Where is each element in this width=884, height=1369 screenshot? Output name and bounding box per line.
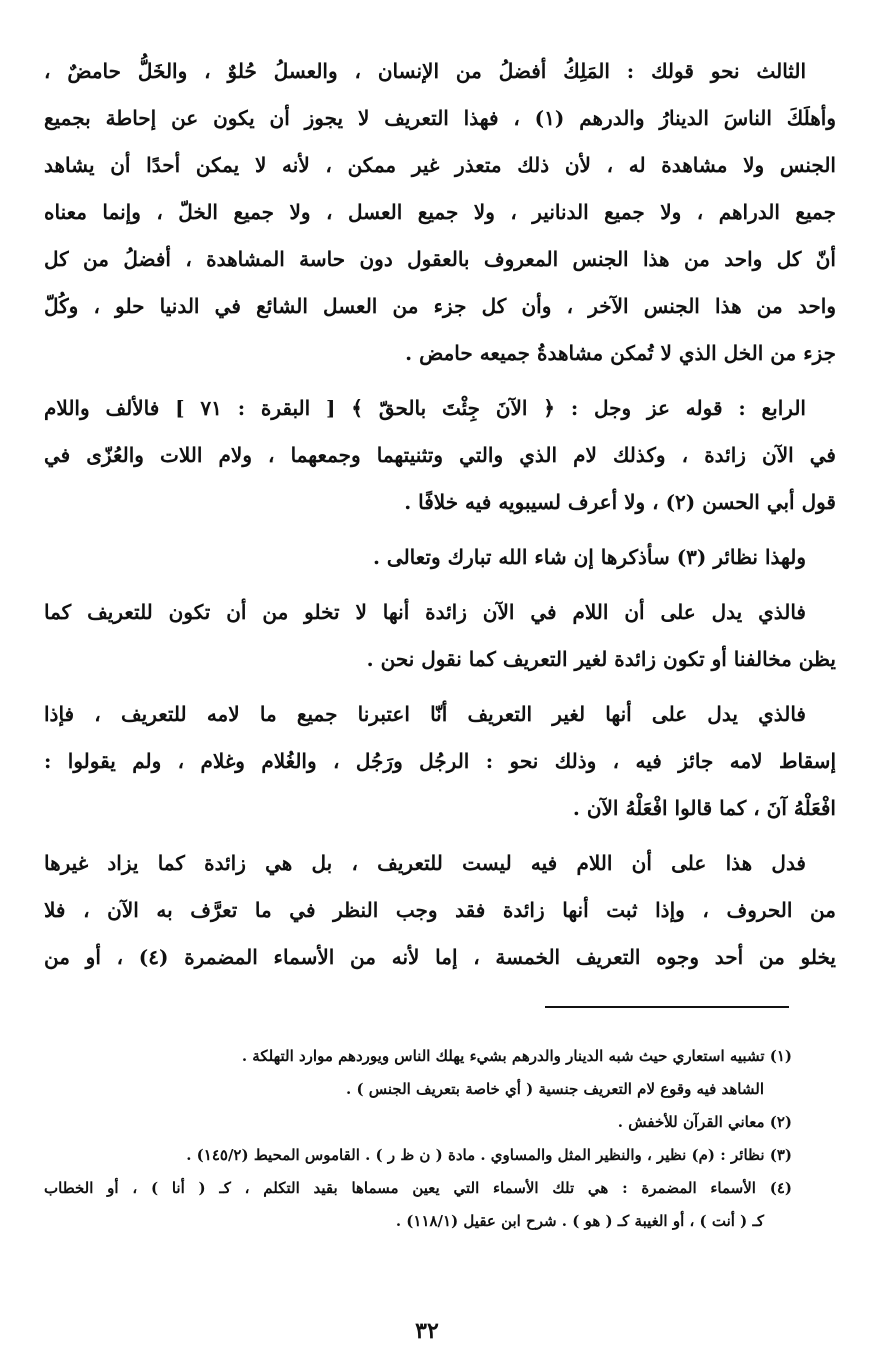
text-line: فدل هذا على أن اللام فيه ليست للتعريف ، بل هي زائدة كما يزاد غيرها	[44, 851, 806, 875]
paragraph-analogues	[44, 534, 836, 581]
paragraph-third	[44, 48, 836, 377]
footnote-divider	[545, 1006, 789, 1008]
text-line: يخلو من أحد وجوه التعريف الخمسة ، إما لأنه من الأسماء المضمرة (٤) ، أو من	[44, 945, 836, 969]
paragraph-proof	[44, 691, 836, 832]
text-line: افْعَلْهُ آنَ ، كما قالوا افْعَلْهُ الآن .	[572, 796, 836, 820]
text-line: جزء من الخل الذي لا تُمكن مشاهدةُ جميعه حامض .	[405, 341, 836, 365]
text-line: وأهلَكَ الناسَ الدينارُ والدرهم (١) ، فهذا التعريف لا يجوز أن يكون عن إحاطة بجميع	[44, 106, 836, 130]
text-line: فالذي يدل على أنها لغير التعريف أنّا اعتبرنا جميع ما لامه للتعريف ، فإذا	[44, 702, 806, 726]
text-line: يظن مخالفنا أو تكون زائدة لغير التعريف كما نقول نحن .	[366, 647, 836, 671]
text-line: فالذي يدل على أن اللام في الآن زائدة أنها لا تخلو من أن تكون للتعريف كما	[44, 600, 806, 624]
text-line: قول أبي الحسن (٢) ، ولا أعرف لسيبويه فيه خلافًا .	[404, 490, 836, 514]
paragraph-fourth	[44, 385, 836, 526]
text-line: جميع الدراهم ، ولا جميع الدنانير ، ولا جميع العسل ، ولا جميع الخلّ ، وإنما معناه	[44, 200, 836, 224]
paragraph-conclusion	[44, 840, 836, 981]
text-line: أنّ كل واحد من هذا الجنس المعروف بالعقول دون حاسة المشاهدة ، أفضلُ من كل	[44, 247, 836, 271]
text-line: ولهذا نظائر (٣) سأذكرها إن شاء الله تبارك وتعالى .	[372, 545, 806, 569]
text-line: الجنس ولا مشاهدة له ، لأن ذلك متعذر غير ممكن ، لأنه لا يمكن أحدًا أن يشاهد	[44, 153, 836, 177]
footnote-line: (٤) الأسماء المضمرة : هي تلك الأسماء التي يعين مسماها بقيد التكلم ، كـ ( أنا ) ، أو الخطاب	[44, 1179, 792, 1197]
text-line: إسقاط لامه جائز فيه ، وذلك نحو : الرجُل ورَجُل ، والغُلام وغلام ، ولم يقولوا :	[44, 749, 836, 773]
main-text	[44, 48, 836, 989]
footnote-line: كـ ( أنت ) ، أو الغيبة كـ ( هو ) . شرح ابن عقيل (١١٨/١) .	[395, 1212, 764, 1230]
text-line: واحد من هذا الجنس الآخر ، وأن كل جزء من العسل الشائع في الدنيا حلو ، وكُلّ	[44, 294, 836, 318]
footnote-line: (١) تشبيه استعاري حيث شبه الدينار والدرهم بشيء يهلك الناس ويوردهم موارد التهلكة .	[241, 1047, 792, 1065]
footnotes	[44, 1040, 792, 1238]
page-number: ٣٢	[415, 1318, 439, 1344]
text-line: في الآن زائدة ، وكذلك لام الذي والتي وتثنيتهما وجمعهما ، ولام اللات والعُزّى في	[44, 443, 836, 467]
text-line: الثالث نحو قولك : المَلِكُ أفضلُ من الإنسان ، والعسلُ حُلوٌ ، والخَلُّ حامضٌ ،	[44, 59, 806, 83]
text-line: الرابع : قوله عز وجل : ﴿ الآنَ جِئْتَ بالحقّ ﴾ [ البقرة : ٧١ ] فالألف واللام	[44, 396, 806, 420]
footnote-line: (٣) نظائر : (م) نظير ، والنظير المثل والمساوي . مادة ( ن ظ ر ) . القاموس المحيط (١٤٥/٢) .	[186, 1146, 792, 1164]
text-line: من الحروف ، وإذا ثبت أنها زائدة فقد وجب النظر في ما تعرَّف به الآن ، فلا	[44, 898, 836, 922]
paragraph-argument	[44, 589, 836, 683]
footnote-line: (٢) معاني القرآن للأخفش .	[617, 1113, 792, 1131]
footnote-line: الشاهد فيه وقوع لام التعريف جنسية ( أي خاصة بتعريف الجنس ) .	[346, 1080, 764, 1098]
